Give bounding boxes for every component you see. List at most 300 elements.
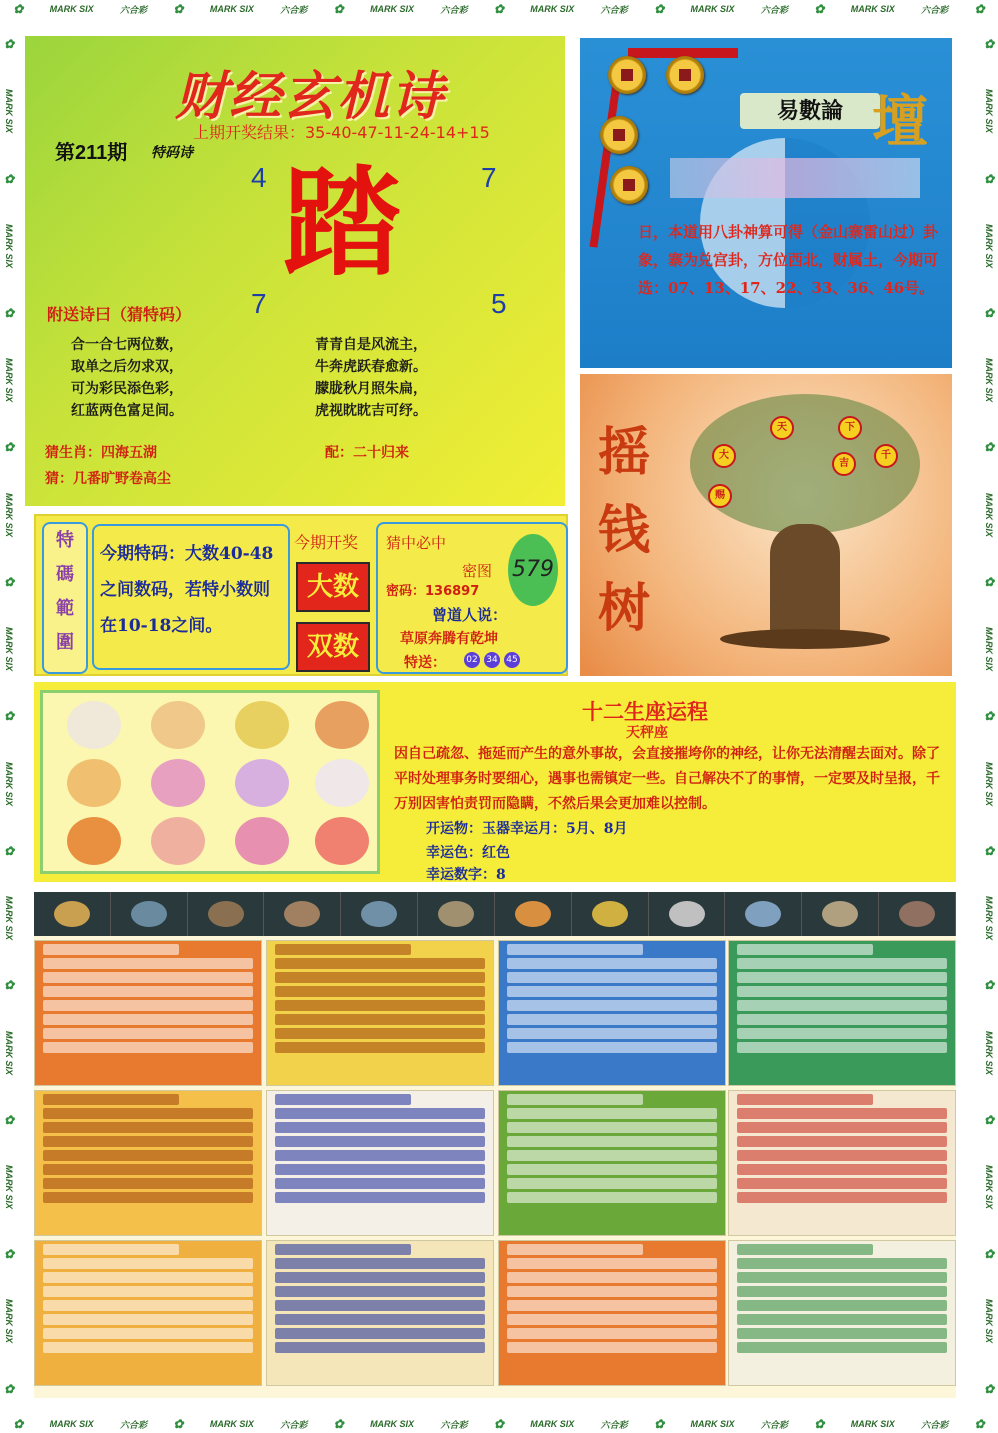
- coin-mark: 赐: [708, 484, 732, 508]
- number-ball: 45: [504, 652, 520, 668]
- text-line: [507, 1042, 717, 1053]
- text-line: [507, 1000, 717, 1011]
- text-line: [275, 944, 411, 955]
- text-line: [737, 1136, 947, 1147]
- yishu-panel: [580, 38, 952, 368]
- aquarius-icon: [235, 817, 289, 865]
- zodiac-strip-cell: [418, 892, 495, 936]
- text-line: [737, 972, 947, 983]
- range-line: 在10-18之间。: [100, 616, 223, 636]
- text-line: [43, 1328, 253, 1339]
- match-cell: [728, 1090, 956, 1236]
- text-line: [43, 1192, 253, 1203]
- right-border: [980, 18, 998, 1415]
- brand-label-cn: 六合彩: [600, 4, 628, 15]
- bottom-border: [0, 1415, 998, 1433]
- zodiac-matching-grid: [34, 892, 956, 1398]
- page-title: 财经玄机诗: [175, 69, 446, 126]
- lucky-color: 幸运色：红色: [426, 845, 510, 861]
- text-line: [507, 958, 717, 969]
- flower-icon: ✿: [173, 2, 184, 16]
- text-line: [275, 1286, 485, 1297]
- brand-label: MARK SIX: [850, 1419, 895, 1429]
- number-ball: 02: [464, 652, 480, 668]
- cancer-icon: [284, 901, 320, 927]
- text-line: [275, 1150, 485, 1161]
- brand-label-cn: 六合彩: [280, 1419, 308, 1430]
- brand-label: MARK SIX: [690, 1419, 735, 1429]
- text-line: [737, 1014, 947, 1025]
- flower-icon: ✿: [2, 1112, 16, 1127]
- flower-icon: ✿: [982, 574, 996, 589]
- zodiac-strip-cell: [341, 892, 418, 936]
- flower-icon: ✿: [982, 440, 996, 455]
- text-line: [275, 986, 485, 997]
- text-line: [737, 1300, 947, 1311]
- text-line: [737, 1122, 947, 1133]
- flower-icon: ✿: [2, 440, 16, 455]
- taurus-icon: [208, 901, 244, 927]
- flower-icon: ✿: [982, 709, 996, 724]
- blurred-area: [670, 158, 920, 198]
- brand-label: MARK SIX: [4, 761, 14, 806]
- brand-label: MARK SIX: [4, 89, 14, 134]
- aries-icon: [54, 901, 90, 927]
- brand-label: MARK SIX: [370, 1419, 415, 1429]
- match-cell: [34, 940, 262, 1086]
- flower-icon: ✿: [814, 2, 825, 16]
- sagittarius-icon: [235, 759, 289, 807]
- flower-icon: ✿: [974, 2, 985, 16]
- aries-icon: [67, 701, 121, 749]
- flower-icon: ✿: [982, 978, 996, 993]
- libra-icon: [822, 901, 858, 927]
- range-label-char: 特: [56, 530, 74, 551]
- text-line: [43, 1000, 253, 1011]
- flower-icon: ✿: [982, 1247, 996, 1262]
- issue-tag: 特码诗: [151, 145, 193, 161]
- horoscope-body: 因自己疏忽、拖延而产生的意外事故，会直接摧垮你的神经，让你无法清醒去面对。除了平时处理事务时要细心，遇事也需镇定一些。自己解决不了的事情，一定要及时呈报，千万别因害怕责罚而隐瞒，不然后果会更加难以控制。: [394, 746, 940, 812]
- text-line: [275, 1328, 485, 1339]
- text-line: [507, 1300, 717, 1311]
- brand-label: MARK SIX: [984, 1299, 994, 1344]
- virgo-icon: [669, 901, 705, 927]
- text-line: [43, 1272, 253, 1283]
- parity-tag: 双数: [296, 622, 370, 672]
- text-line: [275, 1342, 485, 1353]
- text-line: [507, 1328, 717, 1339]
- text-line: [737, 1258, 947, 1269]
- secret-label: 密图: [462, 562, 493, 580]
- match-cell: [498, 940, 726, 1086]
- text-line: [737, 1272, 947, 1283]
- open-label: 今期开奖: [294, 533, 359, 552]
- capricorn-icon: [315, 759, 369, 807]
- text-line: [507, 1164, 717, 1175]
- brand-label: MARK SIX: [4, 627, 14, 672]
- number-bottom-left: 7: [251, 288, 267, 319]
- brand-label-cn: 六合彩: [600, 1419, 628, 1430]
- text-line: [737, 1286, 947, 1297]
- flower-icon: ✿: [654, 1417, 665, 1431]
- text-line: [737, 1328, 947, 1339]
- text-line: [43, 1122, 253, 1133]
- text-line: [275, 1108, 485, 1119]
- text-line: [507, 1150, 717, 1161]
- brand-label-cn: 六合彩: [921, 1419, 949, 1430]
- match-cell: [498, 1090, 726, 1236]
- flower-icon: ✿: [2, 978, 16, 993]
- flower-icon: ✿: [493, 2, 504, 16]
- zodiac-icon-strip: [34, 892, 956, 936]
- brand-label: MARK SIX: [984, 761, 994, 806]
- text-line: [737, 986, 947, 997]
- poem-left: [71, 334, 183, 422]
- text-line: [275, 1178, 485, 1189]
- brand-label-cn: 六合彩: [120, 4, 148, 15]
- flower-icon: ✿: [493, 1417, 504, 1431]
- text-line: [43, 1178, 253, 1189]
- lucky-number: 幸运数字：8: [426, 867, 506, 883]
- brand-label: MARK SIX: [209, 1419, 254, 1429]
- number-ball: 34: [484, 652, 500, 668]
- size-tag: 大数: [296, 562, 370, 612]
- zodiac-grid: [40, 690, 380, 874]
- text-line: [737, 944, 873, 955]
- brand-label: MARK SIX: [984, 223, 994, 268]
- hit-box: [376, 522, 568, 674]
- range-panel: [34, 514, 568, 676]
- big-character: 踏: [283, 159, 402, 290]
- flower-icon: ✿: [2, 171, 16, 186]
- number-bottom-right: 5: [491, 288, 507, 319]
- flower-icon: ✿: [814, 1417, 825, 1431]
- coin-mark: 下: [838, 416, 862, 440]
- coin-icon: [600, 116, 638, 154]
- poem-line: 牛奔虎跃春愈新。: [315, 359, 427, 375]
- text-line: [275, 972, 485, 983]
- brand-label: MARK SIX: [4, 358, 14, 403]
- gift-title: 附送诗曰（猜特码）: [47, 305, 192, 324]
- coin-icon: [666, 56, 704, 94]
- leo-icon: [515, 901, 551, 927]
- red-ribbon: [590, 68, 623, 247]
- tree-roots: [720, 629, 890, 649]
- leo-icon: [67, 817, 121, 865]
- zodiac-strip-cell: [111, 892, 188, 936]
- horoscope-title: 十二生座运程: [582, 699, 708, 724]
- text-line: [275, 1028, 485, 1039]
- text-line: [507, 1272, 717, 1283]
- scorpio-icon: [899, 901, 935, 927]
- brand-label: MARK SIX: [850, 4, 895, 14]
- poem-panel: [25, 36, 565, 506]
- flower-icon: ✿: [982, 843, 996, 858]
- flower-icon: ✿: [2, 574, 16, 589]
- brand-label-cn: 六合彩: [921, 4, 949, 15]
- forum-banner: 易數論: [740, 93, 880, 129]
- virgo-icon: [151, 817, 205, 865]
- coin-icon: [610, 166, 648, 204]
- match-cell: [266, 1240, 494, 1386]
- brand-label: MARK SIX: [690, 4, 735, 14]
- brand-label: MARK SIX: [984, 1164, 994, 1209]
- flower-icon: ✿: [2, 709, 16, 724]
- said-text: 草原奔腾有乾坤: [400, 631, 498, 647]
- brand-label: MARK SIX: [984, 896, 994, 941]
- tree-title-char: 树: [598, 578, 651, 639]
- text-line: [507, 1014, 717, 1025]
- coin-mark: 吉: [832, 452, 856, 476]
- text-line: [737, 1150, 947, 1161]
- flower-icon: ✿: [2, 306, 16, 321]
- brand-label-cn: 六合彩: [760, 1419, 788, 1430]
- brand-label: MARK SIX: [209, 4, 254, 14]
- number-top-left: 4: [251, 162, 267, 193]
- text-line: [507, 972, 717, 983]
- range-label-char: 碼: [56, 564, 74, 585]
- said-label: 曾道人说：: [432, 606, 508, 624]
- text-line: [507, 1108, 717, 1119]
- issue-number: 第211期: [55, 142, 128, 164]
- text-line: [275, 1014, 485, 1025]
- text-line: [737, 1192, 947, 1203]
- range-label-char: 範: [56, 598, 74, 619]
- flower-icon: ✿: [13, 2, 24, 16]
- zodiac-strip-cell: [649, 892, 726, 936]
- match-cell: [266, 940, 494, 1086]
- money-tree-panel: [580, 374, 952, 676]
- text-line: [507, 1258, 717, 1269]
- text-line: [507, 1122, 717, 1133]
- flower-icon: ✿: [982, 1112, 996, 1127]
- text-line: [43, 1028, 253, 1039]
- text-line: [507, 1192, 717, 1203]
- flower-icon: ✿: [173, 1417, 184, 1431]
- text-line: [275, 1164, 485, 1175]
- text-line: [507, 1342, 717, 1353]
- text-line: [737, 1314, 947, 1325]
- brand-label: MARK SIX: [4, 492, 14, 537]
- brand-label: MARK SIX: [530, 1419, 575, 1429]
- tree-title-char: 摇: [598, 422, 651, 483]
- text-line: [275, 1300, 485, 1311]
- number-top-right: 7: [481, 162, 497, 193]
- brand-label-cn: 六合彩: [760, 4, 788, 15]
- text-line: [43, 1042, 253, 1053]
- text-line: [43, 1150, 253, 1161]
- scorpio-icon: [315, 701, 369, 749]
- yishu-text: 日，本道用八卦神算可得（金山寨雷山过）卦象，寨为兑宫卦，方位西北，财属土，今期可选：07、13、17、22、33、36、46号。: [638, 223, 939, 297]
- lucky-item: 开运物：玉器幸运月：5月、8月: [426, 821, 628, 837]
- text-line: [275, 1094, 411, 1105]
- text-line: [737, 1108, 947, 1119]
- text-line: [275, 958, 485, 969]
- flower-icon: ✿: [654, 2, 665, 16]
- text-line: [275, 1192, 485, 1203]
- text-line: [275, 1000, 485, 1011]
- brand-label: MARK SIX: [49, 4, 94, 14]
- zodiac-strip-cell: [34, 892, 111, 936]
- text-line: [507, 986, 717, 997]
- flower-icon: ✿: [982, 171, 996, 186]
- brand-label: MARK SIX: [4, 1164, 14, 1209]
- text-line: [275, 1042, 485, 1053]
- flower-icon: ✿: [2, 37, 16, 52]
- text-line: [737, 1042, 947, 1053]
- brand-label: MARK SIX: [530, 4, 575, 14]
- text-line: [737, 1000, 947, 1011]
- text-line: [275, 1244, 411, 1255]
- gemini-icon: [131, 901, 167, 927]
- match-cell: [34, 1090, 262, 1236]
- coin-mark: 天: [770, 416, 794, 440]
- zodiac-strip-cell: [188, 892, 265, 936]
- zodiac-strip-cell: [802, 892, 879, 936]
- brand-label-cn: 六合彩: [440, 4, 468, 15]
- brand-label: MARK SIX: [984, 1030, 994, 1075]
- sagittarius-icon: [361, 901, 397, 927]
- text-line: [275, 1314, 485, 1325]
- match-cell: [34, 1240, 262, 1386]
- pair-clue: 配：二十归来: [325, 445, 409, 461]
- zodiac-strip-cell: [879, 892, 956, 936]
- brand-label-cn: 六合彩: [280, 4, 308, 15]
- match-cell: [728, 940, 956, 1086]
- text-line: [507, 1314, 717, 1325]
- flower-icon: ✿: [974, 1417, 985, 1431]
- text-line: [43, 1014, 253, 1025]
- text-line: [43, 1244, 179, 1255]
- text-line: [43, 1258, 253, 1269]
- text-line: [507, 1286, 717, 1297]
- text-line: [737, 1342, 947, 1353]
- match-cell: [266, 1090, 494, 1236]
- brand-label: MARK SIX: [4, 223, 14, 268]
- poem-line: 朦胧秋月照朱扁，: [315, 381, 427, 397]
- brand-label: MARK SIX: [984, 358, 994, 403]
- text-line: [275, 1122, 485, 1133]
- flower-icon: ✿: [982, 306, 996, 321]
- text-line: [507, 944, 643, 955]
- cancer-icon: [151, 759, 205, 807]
- horoscope-panel: [34, 682, 956, 882]
- range-line: 之间数码，若特小数则: [100, 580, 270, 600]
- horoscope-sign: 天秤座: [626, 725, 668, 741]
- flower-icon: ✿: [2, 843, 16, 858]
- brand-label: MARK SIX: [4, 896, 14, 941]
- match-cell: [728, 1240, 956, 1386]
- brand-label: MARK SIX: [370, 4, 415, 14]
- text-line: [275, 1272, 485, 1283]
- flower-icon: ✿: [333, 1417, 344, 1431]
- poem-line: 青青自是风流主，: [315, 337, 427, 353]
- capricorn-icon: [438, 901, 474, 927]
- text-line: [737, 1178, 947, 1189]
- hit-title: 猜中必中: [386, 534, 447, 552]
- text-line: [507, 1028, 717, 1039]
- flower-icon: ✿: [2, 1381, 16, 1396]
- poem-line: 取单之后勿求双，: [71, 359, 183, 375]
- match-cell: [498, 1240, 726, 1386]
- text-line: [43, 1136, 253, 1147]
- range-label-char: 圍: [56, 632, 74, 653]
- text-line: [43, 986, 253, 997]
- poem-line: 可为彩民添色彩，: [71, 381, 183, 397]
- coin-mark: 大: [712, 444, 736, 468]
- text-line: [43, 1342, 253, 1353]
- text-line: [275, 1136, 485, 1147]
- range-text: [92, 524, 290, 670]
- text-line: [275, 1258, 485, 1269]
- taurus-icon: [151, 701, 205, 749]
- brand-label: MARK SIX: [4, 1030, 14, 1075]
- text-line: [507, 1178, 717, 1189]
- text-line: [507, 1136, 717, 1147]
- text-line: [43, 958, 253, 969]
- range-line: 今期特码：大数40-48: [100, 544, 274, 564]
- code-line: 密码：136897: [386, 584, 480, 599]
- poem-line: 合一合七两位数，: [71, 337, 183, 353]
- text-line: [43, 1314, 253, 1325]
- left-border: [0, 18, 18, 1415]
- special-label: 特送：: [404, 655, 446, 671]
- coin-mark: 千: [874, 444, 898, 468]
- text-line: [737, 1244, 873, 1255]
- brand-label-cn: 六合彩: [440, 1419, 468, 1430]
- text-line: [737, 1028, 947, 1039]
- brand-label-cn: 六合彩: [120, 1419, 148, 1430]
- zodiac-strip-cell: [725, 892, 802, 936]
- flower-icon: ✿: [982, 1381, 996, 1396]
- text-line: [43, 1164, 253, 1175]
- forum-banner-big: 壇: [872, 89, 928, 155]
- pisces-icon: [315, 817, 369, 865]
- text-line: [507, 1094, 643, 1105]
- brand-label: MARK SIX: [984, 89, 994, 134]
- text-line: [737, 1164, 947, 1175]
- text-line: [43, 1094, 179, 1105]
- text-line: [43, 944, 179, 955]
- text-line: [43, 1108, 253, 1119]
- poem-right: [315, 334, 427, 422]
- aquarius-icon: [745, 901, 781, 927]
- brand-label: MARK SIX: [4, 1299, 14, 1344]
- coin-icon: [608, 56, 646, 94]
- poem-line: 红蓝两色富足间。: [71, 403, 183, 419]
- brand-label: MARK SIX: [984, 627, 994, 672]
- tree-trunk: [770, 524, 840, 644]
- flower-icon: ✿: [333, 2, 344, 16]
- zodiac-strip-cell: [495, 892, 572, 936]
- brand-label: MARK SIX: [984, 492, 994, 537]
- flower-icon: ✿: [13, 1417, 24, 1431]
- tree-title: [598, 414, 650, 648]
- zodiac-strip-cell: [264, 892, 341, 936]
- brand-label: MARK SIX: [49, 1419, 94, 1429]
- text-line: [737, 1094, 873, 1105]
- tree-title-char: 钱: [598, 500, 651, 561]
- pisces-icon: [592, 901, 628, 927]
- top-border: [0, 0, 998, 18]
- text-line: [43, 1300, 253, 1311]
- text-line: [43, 1286, 253, 1297]
- gemini-icon: [67, 759, 121, 807]
- flower-icon: ✿: [2, 1247, 16, 1262]
- poem-line: 虎视眈眈吉可纾。: [315, 403, 427, 419]
- text-line: [507, 1244, 643, 1255]
- text-line: [43, 972, 253, 983]
